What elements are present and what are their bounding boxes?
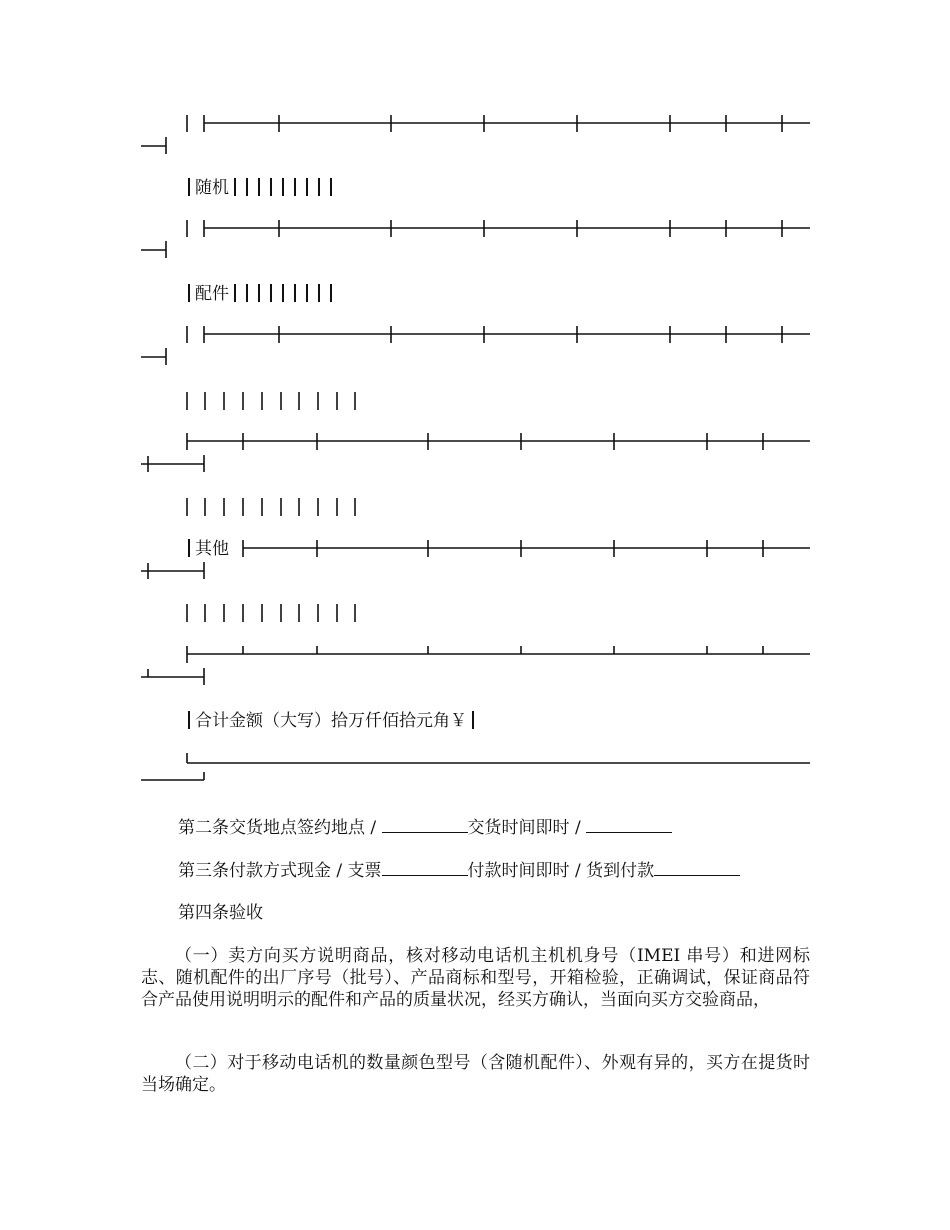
table-row-parts <box>183 284 337 304</box>
article-4-paragraph-2: （二）对于移动电话机的数量颜色型号（含随机配件）、外观有异的，买方在提货时当场确定。 <box>141 1053 810 1095</box>
row-label-other: 其他 <box>195 539 229 559</box>
delivery-time-label: 交货时间即时 <box>467 818 570 838</box>
separator: / <box>331 861 348 881</box>
payment-method-cod: 货到付款 <box>586 861 655 881</box>
delivery-place-blank[interactable] <box>382 816 468 833</box>
payment-time-label: 付款时间即时 <box>467 861 570 881</box>
payment-method-check: 支票 <box>347 861 382 881</box>
article-3-title: 第三条付款方式现金 <box>178 861 331 881</box>
payment-method-blank[interactable] <box>382 859 468 876</box>
table-row-total <box>183 711 479 731</box>
separator: / <box>569 818 587 838</box>
article-3 <box>178 859 740 881</box>
article-4-title: 第四条验收 <box>178 903 263 923</box>
total-amount-label: 合计金额（大写）拾万仟佰拾元角￥ <box>195 711 467 731</box>
article-4-paragraph-1: （一）卖方向买方说明商品，核对移动电话机主机机身号（IMEI 串号）和进网标志、随机配件的出厂序号（批号）、产品商标和型号，开箱检验，正确调试，保证商品符合产品使用说明明示的配件和产品的质量状况，经买方确认，当面向买方交验商品， <box>141 946 810 1010</box>
payment-time-blank[interactable] <box>654 859 740 876</box>
separator: / <box>569 861 587 881</box>
separator: / <box>365 818 382 838</box>
row-label-accessory: 随机 <box>195 178 229 198</box>
delivery-time-blank[interactable] <box>586 816 672 833</box>
table-row-accessory <box>183 178 337 198</box>
table-row-other <box>183 539 233 559</box>
row-label-parts: 配件 <box>195 284 229 304</box>
article-2 <box>178 816 672 838</box>
article-2-title: 第二条交货地点签约地点 <box>178 818 365 838</box>
